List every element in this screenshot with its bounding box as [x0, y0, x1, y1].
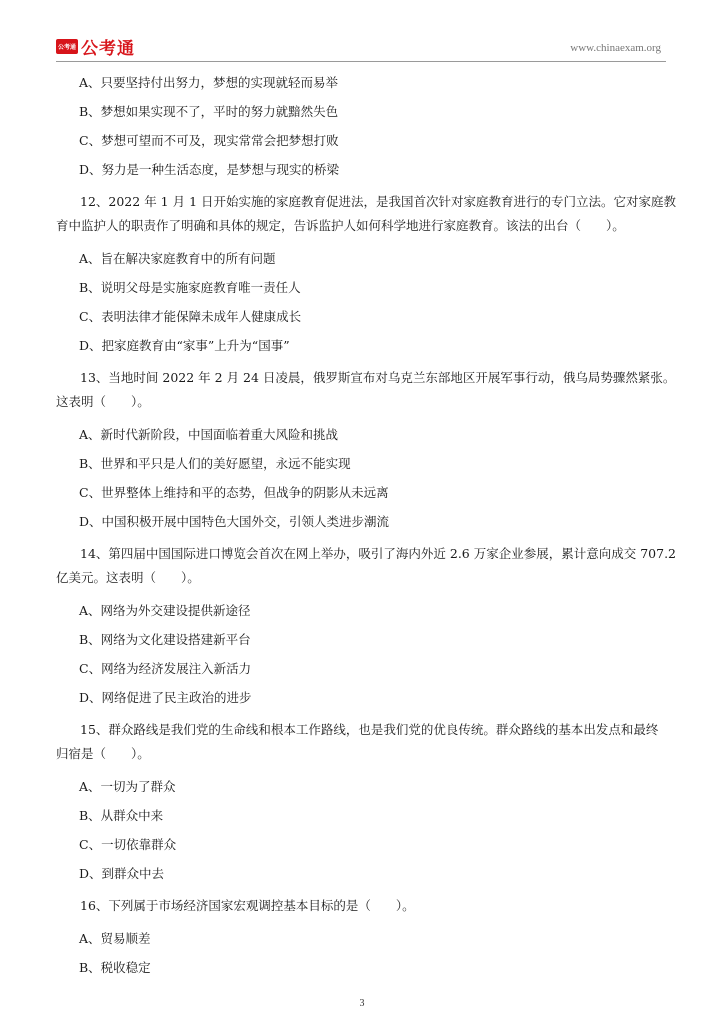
q11-option-a: A、只要坚持付出努力，梦想的实现就轻而易举	[79, 75, 339, 90]
q12-option-a: A、旨在解决家庭教育中的所有问题	[79, 251, 276, 266]
site-url: www.chinaexam.org	[570, 42, 661, 54]
q13-option-b: B、世界和平只是人们的美好愿望，永远不能实现	[79, 456, 351, 471]
question-13	[56, 366, 676, 414]
q13-option-a: A、新时代新阶段，中国面临着重大风险和挑战	[79, 427, 339, 442]
question-16	[56, 894, 668, 918]
logo	[56, 34, 135, 59]
q11-option-d: D、努力是一种生活态度，是梦想与现实的桥梁	[79, 162, 340, 177]
q15-stem-line-2: 归宿是（ ）。	[56, 746, 150, 761]
q13-option-d: D、中国积极开展中国特色大国外交，引领人类进步潮流	[79, 514, 390, 529]
q14-option-a: A、网络为外交建设提供新途径	[79, 603, 251, 618]
q12-option-d: D、把家庭教育由“家事”上升为“国事”	[79, 338, 290, 353]
q15-option-a: A、一切为了群众	[79, 779, 176, 794]
q14-stem-line-1: 14、第四届中国国际进口博览会首次在网上举办，吸引了海内外近 2.6 万家企业参展，累计意向成交 707.2	[80, 546, 676, 561]
q13-stem-line-2: 这表明（ ）。	[56, 394, 150, 409]
q14-option-c: C、网络为经济发展注入新活力	[79, 661, 252, 676]
q12-stem-line-1: 12、2022 年 1 月 1 日开始实施的家庭教育促进法，是我国首次针对家庭教育进行的专门立法。它对家庭教	[80, 194, 676, 209]
q12-option-c: C、表明法律才能保障未成年人健康成长	[79, 309, 302, 324]
logo-badge: 公考通	[56, 39, 78, 54]
question-14	[56, 542, 676, 590]
q11-option-b: B、梦想如果实现不了，平时的努力就黯然失色	[79, 104, 339, 119]
page-number: 3	[359, 998, 365, 1009]
q16-option-a: A、贸易顺差	[79, 931, 151, 946]
q16-option-b: B、税收稳定	[79, 960, 151, 975]
document-body	[56, 74, 676, 988]
q15-option-c: C、一切依靠群众	[79, 837, 177, 852]
q14-option-d: D、网络促进了民主政治的进步	[79, 690, 252, 705]
q13-stem-line-1: 13、当地时间 2022 年 2 月 24 日凌晨，俄罗斯宣布对乌克兰东部地区开展军事行动，俄乌局势骤然紧张。	[80, 370, 676, 385]
q11-option-c: C、梦想可望而不可及，现实常常会把梦想打败	[79, 133, 339, 148]
question-11-options	[56, 74, 668, 178]
q13-option-c: C、世界整体上维持和平的态势，但战争的阴影从未远离	[79, 485, 389, 500]
q14-option-b: B、网络为文化建设搭建新平台	[79, 632, 251, 647]
question-15	[56, 718, 668, 766]
q15-stem-line-1: 15、群众路线是我们党的生命线和根本工作路线，也是我们党的优良传统。群众路线的基本出发点和最终	[80, 722, 659, 737]
q12-stem-line-2: 育中监护人的职责作了明确和具体的规定，告诉监护人如何科学地进行家庭教育。该法的出台（ ）。	[56, 218, 625, 233]
q12-option-b: B、说明父母是实施家庭教育唯一责任人	[79, 280, 301, 295]
q14-stem-line-2: 亿美元。这表明（ ）。	[56, 570, 200, 585]
page-header	[56, 34, 661, 60]
q16-stem-line-1: 16、下列属于市场经济国家宏观调控基本目标的是（ ）。	[80, 898, 415, 913]
q15-option-d: D、到群众中去	[79, 866, 165, 881]
header-divider	[56, 61, 666, 62]
q15-option-b: B、从群众中来	[79, 808, 164, 823]
question-12	[56, 190, 676, 238]
logo-text: 公考通	[81, 39, 135, 59]
